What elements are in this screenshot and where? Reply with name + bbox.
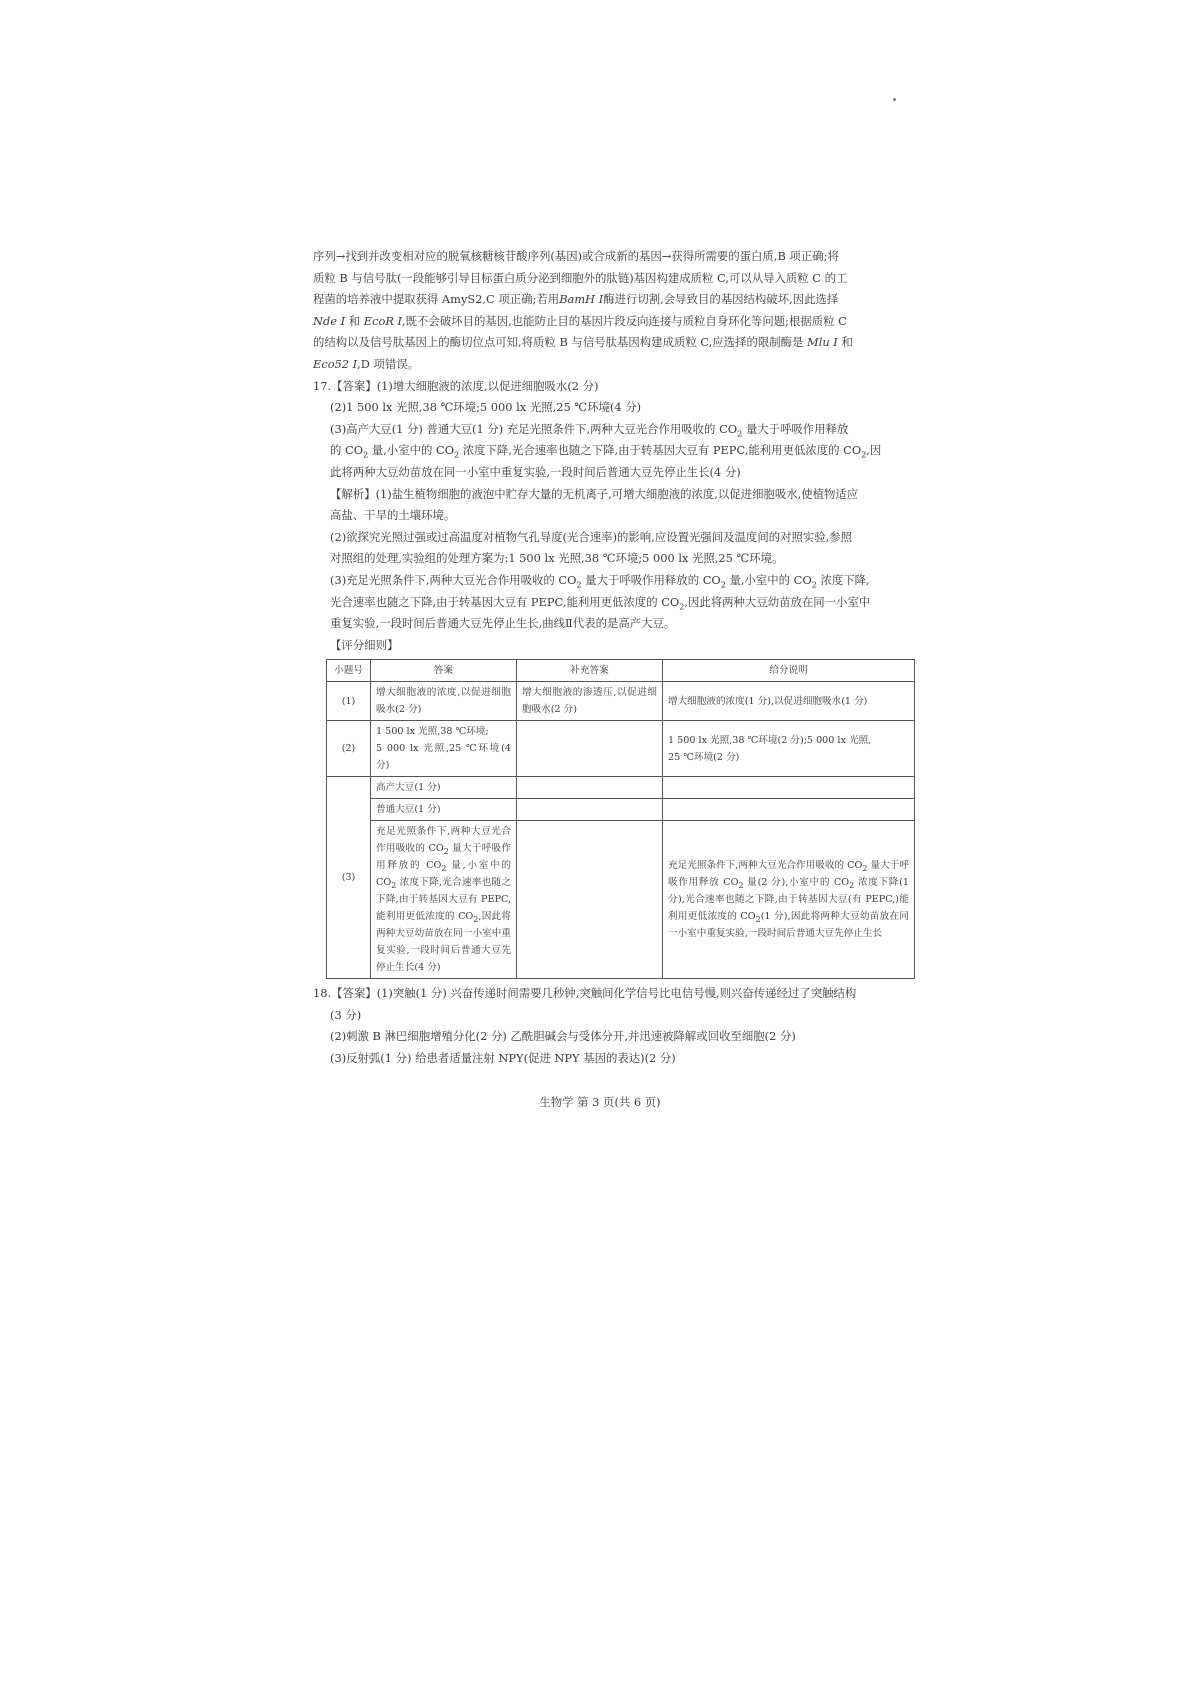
- table-cell: 1 500 lx 光照,38 ℃环境; 5 000 lx 光照,25 ℃环境(4 分): [371, 721, 517, 777]
- table-cell: 增大细胞液的浓度,以促进细胞吸水(2 分): [371, 682, 517, 721]
- scoring-rules-heading: 【评分细则】: [330, 637, 399, 652]
- table-cell: 增大细胞液的浓度(1 分),以促进细胞吸水(1 分): [663, 682, 915, 721]
- question-number: 18.: [313, 986, 332, 1001]
- q17-answer-line: 17.【答案】(1)增大细胞液的浓度,以促进细胞吸水(2 分): [313, 378, 599, 393]
- q17-block: [313, 376, 909, 980]
- question-number: 17.: [313, 378, 332, 393]
- table-row: [327, 682, 915, 721]
- table-header-cell: 给分说明: [663, 660, 915, 682]
- text-line: 光合速率也随之下降,由于转基因大豆有 PEPC,能利用更低浓度的 $CO_2$,因此将两种大豆幼苗放在同一小室中: [330, 594, 871, 611]
- text-line: 的结构以及信号肽基因上的酶切位点可知,将质粒 B 与信号肽基因构建成质粒 C,应选择的限制酶是 Mlu Ⅰ 和: [313, 335, 853, 350]
- table-cell: [517, 777, 663, 799]
- table-row: [327, 777, 915, 799]
- table-row: [327, 821, 915, 979]
- table-header-cell: 答案: [371, 660, 517, 682]
- table-cell: 1 500 lx 光照,38 ℃环境(2 分);5 000 lx 光照, 25 ℃环境(2 分): [663, 721, 915, 777]
- text-line: 质粒 B 与信号肽(一段能够引导目标蛋白质分泌到细胞外的肽链)基因构建成质粒 C,可以从导入质粒 C 的工: [313, 270, 848, 285]
- table-header-row: [327, 660, 915, 682]
- scan-speck: [893, 98, 896, 101]
- text-line: 此将两种大豆幼苗放在同一小室中重复实验,一段时间后普通大豆先停止生长(4 分): [330, 464, 741, 479]
- page-footer: 生物学 第 3 页(共 6 页): [539, 1095, 661, 1109]
- text-line: 程菌的培养液中提取获得 AmyS2,C 项正确;若用BamH Ⅰ酶进行切割,会导致目的基因结构破坏,因此选择: [313, 292, 839, 307]
- table-cell: [517, 799, 663, 821]
- table-cell: [517, 821, 663, 979]
- table-cell: 高产大豆(1 分): [371, 777, 517, 799]
- text-line: Nde Ⅰ 和 EcoR Ⅰ,既不会破坏目的基因,也能防止目的基因片段反向连接与质粒自身环化等问题;根据质粒 C: [313, 313, 847, 328]
- q18-block: [313, 983, 898, 1069]
- table-row: [327, 721, 915, 777]
- q18-answer-line: 18.【答案】(1)突触(1 分) 兴奋传递时间需要几秒钟,突触间化学信号比电信号慢,则兴奋传递经过了突触结构: [313, 986, 857, 1001]
- table-header-cell: 小题号: [327, 660, 371, 682]
- table-cell: [663, 799, 915, 821]
- table-cell: 普通大豆(1 分): [371, 799, 517, 821]
- table-cell: 增大细胞液的渗透压,以促进细胞吸水(2 分): [517, 682, 663, 721]
- table-cell: 充足光照条件下,两种大豆光合作用吸收的 $CO_2$ 量大于呼吸作用释放的 $CO_2$ 量,小室中的 $CO_2$ 浓度下降,光合速率也随之下降,由于转基因大豆有 PEPC,能利用更低浓度的 $CO_2$,因此将两种大豆幼苗放在同一小室中重复实验,一段时间后普通大豆先停止生长(4 分): [371, 821, 517, 979]
- table-cell: (3): [327, 777, 371, 979]
- analysis-line: 【解析】(1)盐生植物细胞的液泡中贮存大量的无机离子,可增大细胞液的浓度,以促进细胞吸水,使植物适应: [330, 486, 859, 501]
- text-line: (2)刺激 B 淋巴细胞增殖分化(2 分) 乙酰胆碱会与受体分开,并迅速被降解或回收至细胞(2 分): [330, 1029, 796, 1044]
- text-line: 重复实验,一段时间后普通大豆先停止生长,曲线Ⅱ代表的是高产大豆。: [330, 616, 676, 631]
- text-line: (3)反射弧(1 分) 给患者适量注射 NPY(促进 NPY 基因的表达)(2 分): [330, 1051, 676, 1066]
- text-line: 对照组的处理,实验组的处理方案为:1 500 lx 光照,38 ℃环境;5 000 lx 光照,25 ℃环境。: [330, 551, 784, 566]
- text-line: 序列→找到并改变相对应的脱氧核糖核苷酸序列(基因)或合成新的基因→获得所需要的蛋白质,B 项正确;将: [313, 249, 839, 263]
- table-cell: 充足光照条件下,两种大豆光合作用吸收的 $CO_2$ 量大于呼吸作用释放 $CO_2$ 量(2 分),小室中的 $CO_2$ 浓度下降(1 分),光合速率也随之下降,由于转基因大豆(有 PEPC,)能利用更低浓度的 $CO_2(1$ 分),因此将两种大豆幼苗放在同一小室中重复实验,一段时间后普通大豆先停止生长: [663, 821, 915, 979]
- q16-continuation: [313, 246, 898, 376]
- text-line: (2)1 500 lx 光照,38 ℃环境;5 000 lx 光照,25 ℃环境(4 分): [330, 400, 642, 415]
- text-line: (3)高产大豆(1 分) 普通大豆(1 分) 充足光照条件下,两种大豆光合作用吸收的 $CO_2$ 量大于呼吸作用释放: [330, 421, 849, 439]
- table-cell: (1): [327, 682, 371, 721]
- text-line: Eco52 Ⅰ,D 项错误。: [313, 356, 420, 371]
- table-cell: (2): [327, 721, 371, 777]
- text-line: (3)充足光照条件下,两种大豆光合作用吸收的 $CO_2$ 量大于呼吸作用释放的 $CO_2$ 量,小室中的 $CO_2$ 浓度下降,: [330, 572, 870, 590]
- text-line: 高盐、干旱的土壤环境。: [330, 508, 456, 523]
- text-line: 的 $CO_2$ 量,小室中的 $CO_2$ 浓度下降,光合速率也随之下降,由于转基因大豆有 PEPC,能利用更低浓度的 $CO_2$,因: [330, 443, 882, 460]
- answer-content: [313, 246, 909, 1070]
- table-cell: [517, 721, 663, 777]
- table-header-cell: 补充答案: [517, 660, 663, 682]
- text-line: (2)欲探究光照过强或过高温度对植物气孔导度(光合速率)的影响,应设置光强间及温度间的对照实验,参照: [330, 529, 853, 544]
- scoring-table: [326, 659, 915, 979]
- table-cell: [663, 777, 915, 799]
- text-line: (3 分): [330, 1007, 362, 1022]
- table-row: [327, 799, 915, 821]
